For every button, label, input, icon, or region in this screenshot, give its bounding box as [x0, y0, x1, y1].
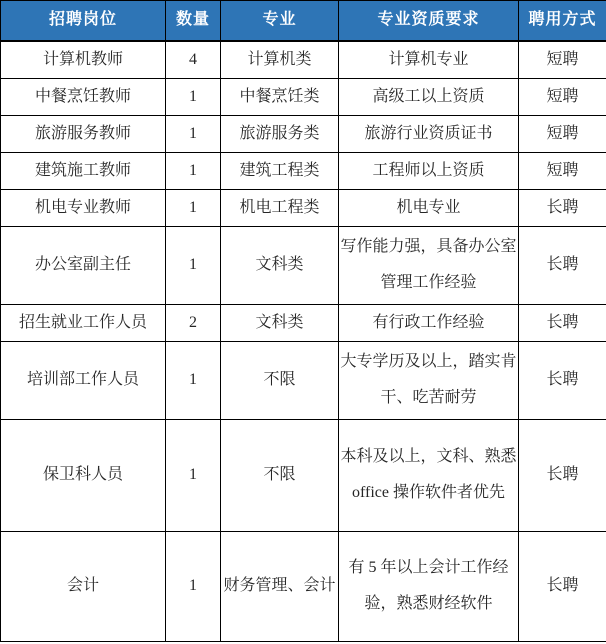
- table-row: [1, 419, 606, 531]
- table-row: [1, 341, 606, 419]
- cell-position: 招生就业工作人员: [1, 304, 166, 341]
- cell-major: 旅游服务类: [221, 115, 339, 152]
- cell-requirement: 计算机专业: [339, 41, 519, 79]
- cell-major: 计算机类: [221, 41, 339, 79]
- cell-type: 长聘: [519, 226, 606, 304]
- cell-type: 长聘: [519, 419, 606, 531]
- cell-position: 建筑施工教师: [1, 152, 166, 189]
- header-type: 聘用方式: [519, 1, 606, 41]
- table-row: [1, 115, 606, 152]
- table-row: [1, 226, 606, 304]
- cell-requirement: 有行政工作经验: [339, 304, 519, 341]
- table-body: [1, 41, 606, 642]
- table-header: [1, 1, 606, 41]
- table-row: [1, 152, 606, 189]
- table-row: [1, 41, 606, 79]
- cell-requirement: 工程师以上资质: [339, 152, 519, 189]
- cell-major: 不限: [221, 341, 339, 419]
- cell-type: 长聘: [519, 304, 606, 341]
- cell-requirement: 高级工以上资质: [339, 78, 519, 115]
- table-row: [1, 531, 606, 641]
- cell-type: 短聘: [519, 115, 606, 152]
- cell-position: 办公室副主任: [1, 226, 166, 304]
- cell-major: 不限: [221, 419, 339, 531]
- cell-count: 1: [166, 78, 221, 115]
- cell-type: 长聘: [519, 531, 606, 641]
- cell-count: 1: [166, 115, 221, 152]
- cell-major: 文科类: [221, 304, 339, 341]
- header-major: 专业: [221, 1, 339, 41]
- cell-major: 中餐烹饪类: [221, 78, 339, 115]
- cell-position: 培训部工作人员: [1, 341, 166, 419]
- table-row: [1, 189, 606, 226]
- cell-requirement: 有 5 年以上会计工作经验，熟悉财经软件: [339, 531, 519, 641]
- cell-count: 4: [166, 41, 221, 79]
- cell-major: 建筑工程类: [221, 152, 339, 189]
- header-requirement: 专业资质要求: [339, 1, 519, 41]
- header-row: [1, 1, 606, 41]
- cell-type: 短聘: [519, 78, 606, 115]
- cell-count: 1: [166, 189, 221, 226]
- cell-count: 1: [166, 531, 221, 641]
- cell-position: 机电专业教师: [1, 189, 166, 226]
- cell-count: 1: [166, 419, 221, 531]
- table-row: [1, 78, 606, 115]
- cell-type: 长聘: [519, 189, 606, 226]
- cell-position: 旅游服务教师: [1, 115, 166, 152]
- cell-requirement: 写作能力强，具备办公室管理工作经验: [339, 226, 519, 304]
- cell-requirement: 旅游行业资质证书: [339, 115, 519, 152]
- cell-position: 会计: [1, 531, 166, 641]
- cell-position: 中餐烹饪教师: [1, 78, 166, 115]
- cell-position: 计算机教师: [1, 41, 166, 79]
- header-count: 数量: [166, 1, 221, 41]
- table-row: [1, 304, 606, 341]
- cell-requirement: 大专学历及以上，踏实肯干、吃苦耐劳: [339, 341, 519, 419]
- cell-major: 机电工程类: [221, 189, 339, 226]
- cell-count: 2: [166, 304, 221, 341]
- cell-count: 1: [166, 226, 221, 304]
- cell-type: 短聘: [519, 41, 606, 79]
- cell-count: 1: [166, 152, 221, 189]
- cell-requirement: 机电专业: [339, 189, 519, 226]
- cell-requirement: 本科及以上，文科、熟悉 office 操作软件者优先: [339, 419, 519, 531]
- cell-count: 1: [166, 341, 221, 419]
- cell-major: 文科类: [221, 226, 339, 304]
- cell-type: 长聘: [519, 341, 606, 419]
- cell-type: 短聘: [519, 152, 606, 189]
- header-position: 招聘岗位: [1, 1, 166, 41]
- cell-major: 财务管理、会计: [221, 531, 339, 641]
- cell-position: 保卫科人员: [1, 419, 166, 531]
